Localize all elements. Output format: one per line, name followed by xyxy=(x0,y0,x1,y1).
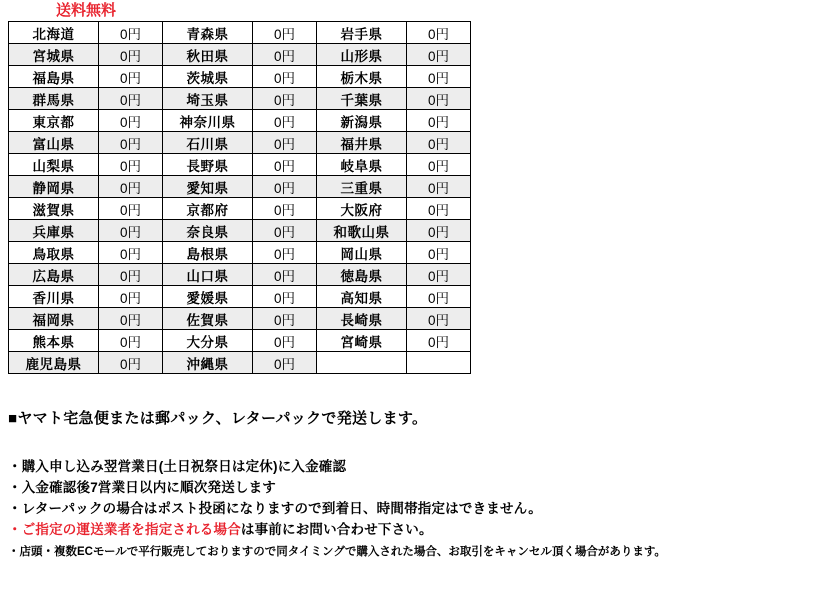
prefecture-cell: 愛媛県 xyxy=(163,286,253,308)
price-cell: 0円 xyxy=(407,286,471,308)
prefecture-cell: 静岡県 xyxy=(9,176,99,198)
prefecture-cell: 石川県 xyxy=(163,132,253,154)
price-cell: 0円 xyxy=(253,154,317,176)
price-cell: 0円 xyxy=(407,44,471,66)
prefecture-cell: 鳥取県 xyxy=(9,242,99,264)
prefecture-cell: 熊本県 xyxy=(9,330,99,352)
table-row xyxy=(9,352,471,374)
price-cell: 0円 xyxy=(253,220,317,242)
price-cell: 0円 xyxy=(407,88,471,110)
table-row xyxy=(9,176,471,198)
prefecture-cell: 広島県 xyxy=(9,264,99,286)
prefecture-cell: 佐賀県 xyxy=(163,308,253,330)
prefecture-cell: 沖縄県 xyxy=(163,352,253,374)
table-row xyxy=(9,264,471,286)
prefecture-cell: 神奈川県 xyxy=(163,110,253,132)
prefecture-cell: 山梨県 xyxy=(9,154,99,176)
prefecture-cell: 長崎県 xyxy=(317,308,407,330)
prefecture-cell: 兵庫県 xyxy=(9,220,99,242)
prefecture-cell: 鹿児島県 xyxy=(9,352,99,374)
prefecture-cell: 奈良県 xyxy=(163,220,253,242)
price-cell: 0円 xyxy=(99,220,163,242)
prefecture-cell: 群馬県 xyxy=(9,88,99,110)
price-cell: 0円 xyxy=(253,308,317,330)
prefecture-cell: 大分県 xyxy=(163,330,253,352)
price-cell: 0円 xyxy=(253,88,317,110)
prefecture-shipping-table xyxy=(8,21,471,374)
prefecture-cell: 北海道 xyxy=(9,22,99,44)
prefecture-cell: 岡山県 xyxy=(317,242,407,264)
price-cell: 0円 xyxy=(253,66,317,88)
price-cell: 0円 xyxy=(253,44,317,66)
prefecture-cell: 宮崎県 xyxy=(317,330,407,352)
table-row xyxy=(9,220,471,242)
prefecture-cell: 茨城県 xyxy=(163,66,253,88)
price-cell: 0円 xyxy=(99,286,163,308)
prefecture-cell: 栃木県 xyxy=(317,66,407,88)
prefecture-cell: 青森県 xyxy=(163,22,253,44)
prefecture-cell: 山形県 xyxy=(317,44,407,66)
price-cell: 0円 xyxy=(99,330,163,352)
price-cell: 0円 xyxy=(253,22,317,44)
table-row xyxy=(9,110,471,132)
price-cell: 0円 xyxy=(99,176,163,198)
price-cell: 0円 xyxy=(99,44,163,66)
price-cell: 0円 xyxy=(99,154,163,176)
table-row xyxy=(9,286,471,308)
price-cell: 0円 xyxy=(253,176,317,198)
prefecture-cell: 徳島県 xyxy=(317,264,407,286)
note-letterpack-delivery: ・レターパックの場合はポスト投函になりますので到着日、時間帯指定はできません。 xyxy=(8,501,542,516)
price-cell: 0円 xyxy=(253,286,317,308)
empty-cell xyxy=(317,352,407,374)
table-row xyxy=(9,308,471,330)
price-cell: 0円 xyxy=(99,88,163,110)
table-row xyxy=(9,154,471,176)
prefecture-cell: 愛知県 xyxy=(163,176,253,198)
table-row xyxy=(9,66,471,88)
prefecture-cell: 福井県 xyxy=(317,132,407,154)
price-cell: 0円 xyxy=(253,242,317,264)
prefecture-cell: 富山県 xyxy=(9,132,99,154)
price-cell: 0円 xyxy=(407,154,471,176)
prefecture-cell: 高知県 xyxy=(317,286,407,308)
table-row xyxy=(9,132,471,154)
note-carrier-designation xyxy=(8,519,814,540)
prefecture-cell: 和歌山県 xyxy=(317,220,407,242)
prefecture-cell: 三重県 xyxy=(317,176,407,198)
note-payment-confirmation: ・購入申し込み翌営業日(土日祝祭日は定休)に入金確認 xyxy=(8,459,347,474)
prefecture-cell: 長野県 xyxy=(163,154,253,176)
price-cell: 0円 xyxy=(99,110,163,132)
table-row xyxy=(9,198,471,220)
price-cell: 0円 xyxy=(99,308,163,330)
table-row xyxy=(9,88,471,110)
note-carrier-designation-red: ・ご指定の運送業者を指定される場合 xyxy=(8,522,241,537)
free-shipping-banner: 送料無料 xyxy=(56,2,117,19)
price-cell: 0円 xyxy=(407,132,471,154)
prefecture-cell: 香川県 xyxy=(9,286,99,308)
prefecture-cell: 岐阜県 xyxy=(317,154,407,176)
price-cell: 0円 xyxy=(99,22,163,44)
prefecture-cell: 新潟県 xyxy=(317,110,407,132)
price-cell: 0円 xyxy=(99,352,163,374)
prefecture-cell: 滋賀県 xyxy=(9,198,99,220)
prefecture-cell: 山口県 xyxy=(163,264,253,286)
prefecture-cell: 千葉県 xyxy=(317,88,407,110)
prefecture-cell: 福島県 xyxy=(9,66,99,88)
price-cell: 0円 xyxy=(407,330,471,352)
table-body xyxy=(9,22,471,374)
table-row xyxy=(9,22,471,44)
prefecture-cell: 秋田県 xyxy=(163,44,253,66)
prefecture-cell: 宮城県 xyxy=(9,44,99,66)
price-cell: 0円 xyxy=(407,176,471,198)
note-parallel-sales: ・店頭・複数ECモールで平行販売しておりますので同タイミングで購入された場合、お取引をキャンセル頂く場合があります。 xyxy=(8,546,666,558)
shipping-method-heading: ■ヤマト宅急便または郵パック、レターパックで発送します。 xyxy=(8,410,428,427)
table-row xyxy=(9,330,471,352)
prefecture-cell: 福岡県 xyxy=(9,308,99,330)
price-cell: 0円 xyxy=(253,264,317,286)
price-cell: 0円 xyxy=(253,110,317,132)
price-cell: 0円 xyxy=(253,132,317,154)
price-cell: 0円 xyxy=(407,220,471,242)
price-cell: 0円 xyxy=(407,242,471,264)
note-dispatch-timing: ・入金確認後7営業日以内に順次発送します xyxy=(8,480,277,495)
price-cell: 0円 xyxy=(99,242,163,264)
shipping-notes xyxy=(8,408,814,562)
table-row xyxy=(9,44,471,66)
price-cell: 0円 xyxy=(253,352,317,374)
prefecture-cell: 島根県 xyxy=(163,242,253,264)
price-cell: 0円 xyxy=(407,308,471,330)
empty-cell xyxy=(407,352,471,374)
prefecture-cell: 埼玉県 xyxy=(163,88,253,110)
price-cell: 0円 xyxy=(99,198,163,220)
prefecture-cell: 岩手県 xyxy=(317,22,407,44)
price-cell: 0円 xyxy=(253,330,317,352)
note-carrier-designation-black: は事前にお問い合わせ下さい。 xyxy=(240,522,433,537)
price-cell: 0円 xyxy=(407,264,471,286)
table-row xyxy=(9,242,471,264)
price-cell: 0円 xyxy=(407,66,471,88)
price-cell: 0円 xyxy=(99,66,163,88)
price-cell: 0円 xyxy=(407,198,471,220)
price-cell: 0円 xyxy=(99,132,163,154)
prefecture-cell: 東京都 xyxy=(9,110,99,132)
price-cell: 0円 xyxy=(407,110,471,132)
prefecture-cell: 京都府 xyxy=(163,198,253,220)
price-cell: 0円 xyxy=(253,198,317,220)
price-cell: 0円 xyxy=(407,22,471,44)
prefecture-cell: 大阪府 xyxy=(317,198,407,220)
price-cell: 0円 xyxy=(99,264,163,286)
